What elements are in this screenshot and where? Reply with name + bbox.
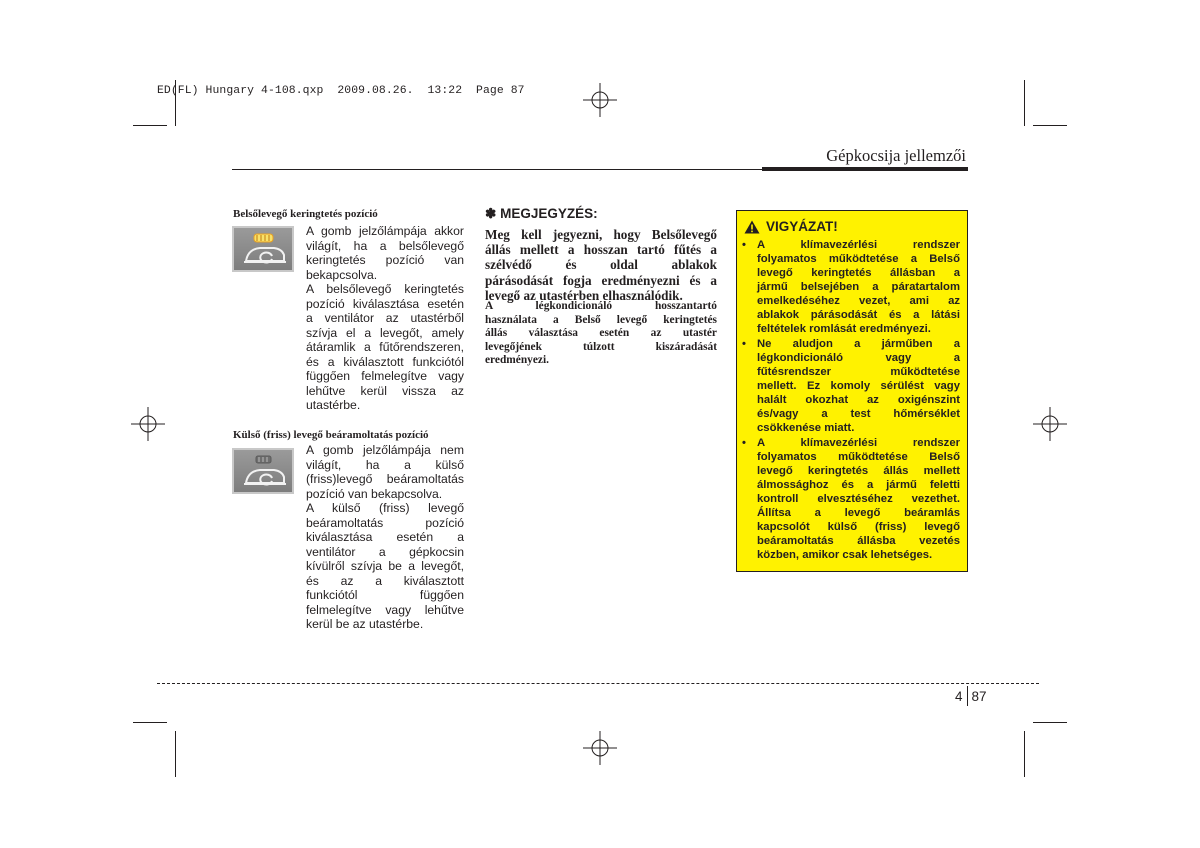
text-line: Ne aludjon a járműben a <box>757 338 960 350</box>
warning-triangle-icon <box>744 220 760 234</box>
text-line: ventilátor a gépkocsin <box>306 544 464 559</box>
text-line: keringtetés pozíció van <box>306 253 464 267</box>
section-title: Gépkocsija jellemzői <box>826 146 966 165</box>
text-line: A klímavezérlési rendszer <box>757 437 960 449</box>
text-line: mellett. Ez komoly sérülést vagy <box>757 380 960 392</box>
text-line: A légkondicionáló hosszantartó <box>485 300 717 312</box>
text-line: kerül be az utastérbe. <box>306 617 424 631</box>
text-line: kívülről szívja be a levegőt, <box>306 559 464 573</box>
page-number-divider <box>967 686 968 706</box>
text-line: beáramoltatás állásba vezetés <box>757 535 960 547</box>
text-line: (friss)levegő beáramoltatás <box>306 472 464 486</box>
warning-title-text: VIGYÁZAT! <box>766 219 838 234</box>
note-body <box>485 227 717 303</box>
text-line: álmossághoz és a jármű feletti <box>757 479 960 491</box>
text-line: légkondicionáló vagy a <box>757 352 960 364</box>
text-line: A gomb jelzőlámpája akkor <box>306 224 464 238</box>
text-line: csökkenése miatt. <box>757 422 855 434</box>
text-line: halált okozhat az oxigénszint <box>757 394 960 406</box>
note-title-text: MEGJEGYZÉS: <box>500 206 598 221</box>
text-line: párásodását fogja eredményezni és a <box>485 272 717 288</box>
text-line: A külső (friss) levegő <box>306 501 464 515</box>
text-line: és az a kiválasztott <box>306 573 464 588</box>
bullet: • <box>742 239 746 251</box>
text-line: levegő keringtetés állás mellett <box>757 465 960 477</box>
text-line: feltételek romlását eredményezi. <box>757 323 931 335</box>
text-line: A klímavezérlési rendszer <box>757 239 960 251</box>
text-line: A gomb jelzőlámpája nem <box>306 443 464 457</box>
text-line: levegő keringtetés állásban a <box>757 267 960 279</box>
crop-mark <box>1024 80 1025 126</box>
text-line: levegőjének túlzott kiszáradását <box>485 340 717 353</box>
warning-item <box>742 337 960 435</box>
page-number <box>955 686 987 706</box>
bullet: • <box>742 338 746 350</box>
text-line: kapcsolót külső (friss) levegő <box>757 521 960 533</box>
text-line: Állítsa a levegő beáramlás <box>757 507 960 519</box>
text-line: közben, amikor csak lehetséges. <box>757 549 933 561</box>
print-info: ED(FL) Hungary 4-108.qxp 2009.08.26. 13:22 Page 87 <box>157 85 525 97</box>
text-line: szélvédő és oldal ablakok <box>485 257 717 273</box>
text-line: a ventilátor az utastérből <box>306 311 464 325</box>
bullet: • <box>742 437 746 449</box>
registration-mark-icon <box>1033 407 1067 441</box>
text-line: átáramlik a fűtőrendszeren, <box>306 340 464 354</box>
text-line: beáramoltatás pozíció <box>306 515 464 530</box>
note-symbol-icon: ✽ <box>485 206 497 221</box>
text-line: pozíció van bekapcsolva. <box>306 486 443 501</box>
fresh-air-button-unlit-icon <box>232 448 294 494</box>
text-line: pozíció kiválasztása esetén <box>306 296 464 311</box>
recirc-text-b <box>306 282 464 413</box>
text-line: állás mellett a hosszan tartó fűtés a <box>485 242 717 258</box>
warning-item <box>742 238 960 336</box>
recirc-heading: Belsőlevegő keringtetés pozíció <box>233 208 378 220</box>
text-line: kontroll elvesztéséhez vezethet. <box>757 493 960 505</box>
warning-item <box>742 436 960 562</box>
text-line: folyamatos működtetése a Belső <box>757 253 960 265</box>
text-line: és a kiválasztott funkciótól <box>306 354 464 369</box>
text-line: és/vagy a test hőmérséklet <box>757 408 960 420</box>
note-subtext <box>485 300 717 368</box>
text-line: kiválasztása esetén a <box>306 530 464 544</box>
text-line: levegő az utastérben elhasználódik. <box>485 287 683 303</box>
text-line: utastérbe. <box>306 398 361 412</box>
text-line: folyamatos működtetése Belső <box>757 451 960 463</box>
registration-mark-icon <box>131 407 165 441</box>
registration-mark-icon <box>583 731 617 765</box>
header-rule-thick <box>762 167 968 171</box>
text-line: jármű belsejében a páratartalom <box>757 281 960 293</box>
fresh-text-a <box>306 443 464 501</box>
header-rule <box>232 169 762 170</box>
chapter-number: 4 <box>955 688 963 704</box>
footer-rule <box>157 683 1039 684</box>
text-line: szívja el a levegőt, amely <box>306 325 464 340</box>
text-line: emelkedéséhez vezet, ami az <box>757 295 960 307</box>
recirculation-button-lit-icon <box>232 226 294 272</box>
warning-list <box>742 238 960 563</box>
fresh-heading: Külső (friss) levegő beáramoltatás pozíció <box>233 429 429 441</box>
page-number-value: 87 <box>971 688 987 704</box>
recirc-text-a <box>306 224 464 282</box>
text-line: eredményezi. <box>485 354 549 367</box>
text-line: használata a Belső levegő keringtetés <box>485 313 717 326</box>
text-line: felmelegítve vagy lehűtve <box>306 602 464 617</box>
text-line: A belsőlevegő keringtetés <box>306 282 464 296</box>
crop-mark <box>1024 731 1025 777</box>
text-line: lehűtve kerül vissza az <box>306 383 464 398</box>
crop-mark <box>133 125 167 126</box>
crop-mark <box>1033 125 1067 126</box>
text-line: Meg kell jegyezni, hogy Belsőlevegő <box>485 227 717 242</box>
warning-title <box>744 219 838 234</box>
crop-mark <box>175 731 176 777</box>
crop-mark <box>133 722 167 723</box>
text-line: funkciótól függően <box>306 588 464 602</box>
text-line: bekapcsolva. <box>306 267 378 282</box>
registration-mark-icon <box>583 83 617 117</box>
text-line: függően felmelegítve vagy <box>306 369 464 383</box>
crop-mark <box>1033 722 1067 723</box>
text-line: ablakok párásodását és a látási <box>757 309 960 321</box>
text-line: világít, ha a belsőlevegő <box>306 238 464 253</box>
note-title <box>485 206 598 222</box>
fresh-text-b <box>306 501 464 632</box>
text-line: állás választása esetén az utastér <box>485 327 717 340</box>
text-line: fűtésrendszer működtetése <box>757 366 960 378</box>
text-line: világít, ha a külső <box>306 457 464 472</box>
